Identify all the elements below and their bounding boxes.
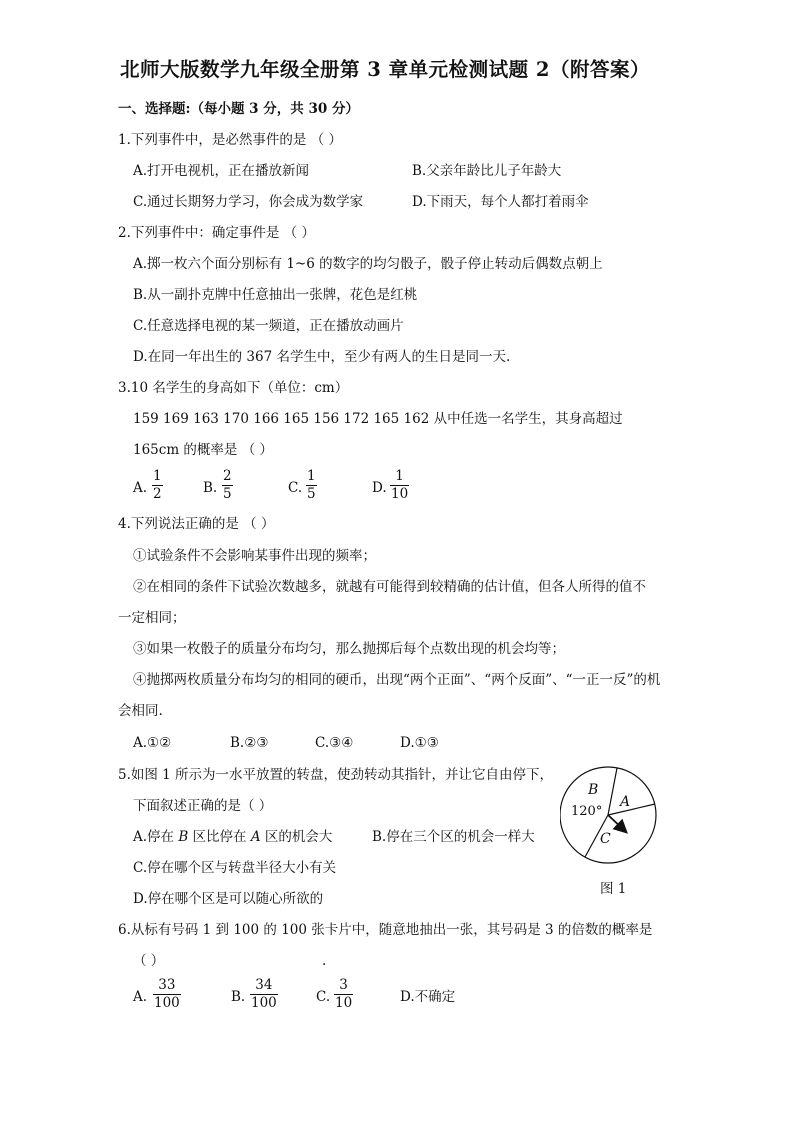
option-label: B. bbox=[231, 989, 246, 1005]
question-2-option-c: C.任意选择电视的某一频道，正在播放动画片 bbox=[133, 318, 404, 334]
question-4-statement-4-cont: 会相同. bbox=[118, 703, 163, 719]
figure-caption: 图 1 bbox=[600, 881, 627, 897]
denominator: 5 bbox=[307, 486, 316, 502]
option-label: D. bbox=[372, 480, 387, 496]
question-5-stem-cont: 下面叙述正确的是（ ） bbox=[133, 798, 273, 814]
question-6-option-d: D.不确定 bbox=[400, 989, 456, 1005]
question-6-stem: 6.从标有号码 1 到 100 的 100 张卡片中，随意地抽出一张，其号码是 3 的倍数的概率是 bbox=[118, 922, 653, 938]
question-2-stem: 2.下列事件中：确定事件是 （ ） bbox=[118, 225, 315, 241]
denominator: 5 bbox=[223, 486, 232, 502]
region-c-label: C bbox=[600, 831, 611, 847]
denominator: 2 bbox=[153, 486, 162, 502]
region-a-label: A bbox=[620, 794, 631, 810]
fraction bbox=[390, 468, 409, 503]
option-label: C. bbox=[288, 480, 303, 496]
option-label: A. bbox=[133, 989, 148, 1005]
question-4-statement-4: ④抛掷两枚质量分布均匀的相同的硬币，出现“两个正面”、“两个反面”、“一正一反”的机 bbox=[133, 672, 661, 688]
fraction bbox=[153, 977, 181, 1012]
fraction bbox=[334, 977, 353, 1012]
question-6-paren: （ ） bbox=[133, 953, 165, 969]
denominator: 10 bbox=[391, 486, 409, 502]
question-5-option-a bbox=[133, 828, 332, 846]
divider-line-top bbox=[608, 768, 617, 815]
question-1-option-b: B.父亲年龄比儿子年龄大 bbox=[412, 163, 562, 179]
region-a-ref: A bbox=[250, 829, 261, 845]
numerator: 1 bbox=[307, 468, 316, 484]
option-a-text-2: 区比停在 bbox=[188, 829, 251, 845]
question-1-stem: 1.下列事件中，是必然事件的是 （ ） bbox=[118, 132, 342, 148]
question-1-option-d: D.下雨天，每个人都打着雨伞 bbox=[412, 194, 589, 210]
option-label: B. bbox=[203, 480, 218, 496]
question-2-option-d: D.在同一年出生的 367 名学生中，至少有两人的生日是同一天. bbox=[133, 349, 511, 365]
question-4-option-d: D.①③ bbox=[400, 735, 439, 751]
denominator: 10 bbox=[335, 995, 353, 1011]
question-4-statement-2: ②在相同的条件下试验次数越多，就越有可能得到较精确的估计值，但各人所得的值不 bbox=[133, 579, 646, 595]
region-b-label: B bbox=[588, 782, 599, 798]
stray-dot: . bbox=[322, 953, 327, 969]
angle-label: 120° bbox=[571, 804, 603, 819]
question-4-statement-2-cont: 一定相同； bbox=[118, 610, 186, 626]
question-4-option-a: A.①② bbox=[133, 735, 172, 751]
question-5-option-c: C.停在哪个区与转盘半径大小有关 bbox=[133, 860, 337, 876]
numerator: 2 bbox=[223, 468, 232, 484]
numerator: 33 bbox=[158, 977, 176, 993]
option-label: C. bbox=[316, 989, 331, 1005]
question-4-statement-3: ③如果一枚骰子的质量分布均匀，那么抛掷后每个点数出现的机会均等； bbox=[133, 641, 565, 657]
numerator: 1 bbox=[153, 468, 162, 484]
fraction bbox=[306, 468, 317, 503]
question-4-option-c: C.③④ bbox=[315, 735, 354, 751]
fraction bbox=[250, 977, 278, 1012]
question-4-statement-1: ①试验条件不会影响某事件出现的频率； bbox=[133, 548, 376, 564]
question-3-stem: 3.10 名学生的身高如下（单位：cm） bbox=[118, 380, 349, 396]
question-4-stem: 4.下列说法正确的是 （ ） bbox=[118, 516, 275, 532]
question-1-option-a: A.打开电视机，正在播放新闻 bbox=[133, 163, 310, 179]
question-1-option-c: C.通过长期努力学习，你会成为数学家 bbox=[133, 194, 364, 210]
page-title: 北师大版数学九年级全册第 3 章单元检测试题 2（附答案） bbox=[120, 58, 651, 81]
question-2-option-a: A.掷一枚六个面分别标有 1~6 的数字的均匀骰子，骰子停止转动后偶数点朝上 bbox=[133, 256, 603, 272]
spinner-pointer bbox=[608, 815, 624, 830]
option-a-text-1: A.停在 bbox=[133, 829, 179, 845]
question-5-option-b: B.停在三个区的机会一样大 bbox=[372, 829, 535, 845]
question-2-option-b: B.从一副扑克牌中任意抽出一张牌，花色是红桃 bbox=[133, 287, 418, 303]
fraction bbox=[152, 468, 163, 503]
question-4-option-b: B.②③ bbox=[230, 735, 269, 751]
denominator: 100 bbox=[251, 995, 277, 1011]
fraction bbox=[222, 468, 233, 503]
section-heading: 一、选择题:（每小题 3 分，共 30 分） bbox=[118, 101, 359, 117]
option-a-text-3: 区的机会大 bbox=[260, 829, 333, 845]
divider-line-right bbox=[608, 804, 655, 815]
region-b-ref: B bbox=[178, 829, 189, 845]
numerator: 3 bbox=[339, 977, 348, 993]
question-3-stem-end: 165cm 的概率是 （ ） bbox=[133, 442, 274, 458]
question-3-heights: 159 169 163 170 166 165 156 172 165 162 从中任选一名学生，其身高超过 bbox=[133, 411, 623, 427]
numerator: 1 bbox=[395, 468, 404, 484]
question-5-option-d: D.停在哪个区是可以随心所欲的 bbox=[133, 891, 324, 907]
numerator: 34 bbox=[255, 977, 273, 993]
question-5-stem: 5.如图 1 所示为一水平放置的转盘，使劲转动其指针，并让它自由停下， bbox=[118, 767, 554, 783]
denominator: 100 bbox=[154, 995, 180, 1011]
option-label: A. bbox=[133, 480, 148, 496]
spinner-figure bbox=[560, 766, 660, 876]
